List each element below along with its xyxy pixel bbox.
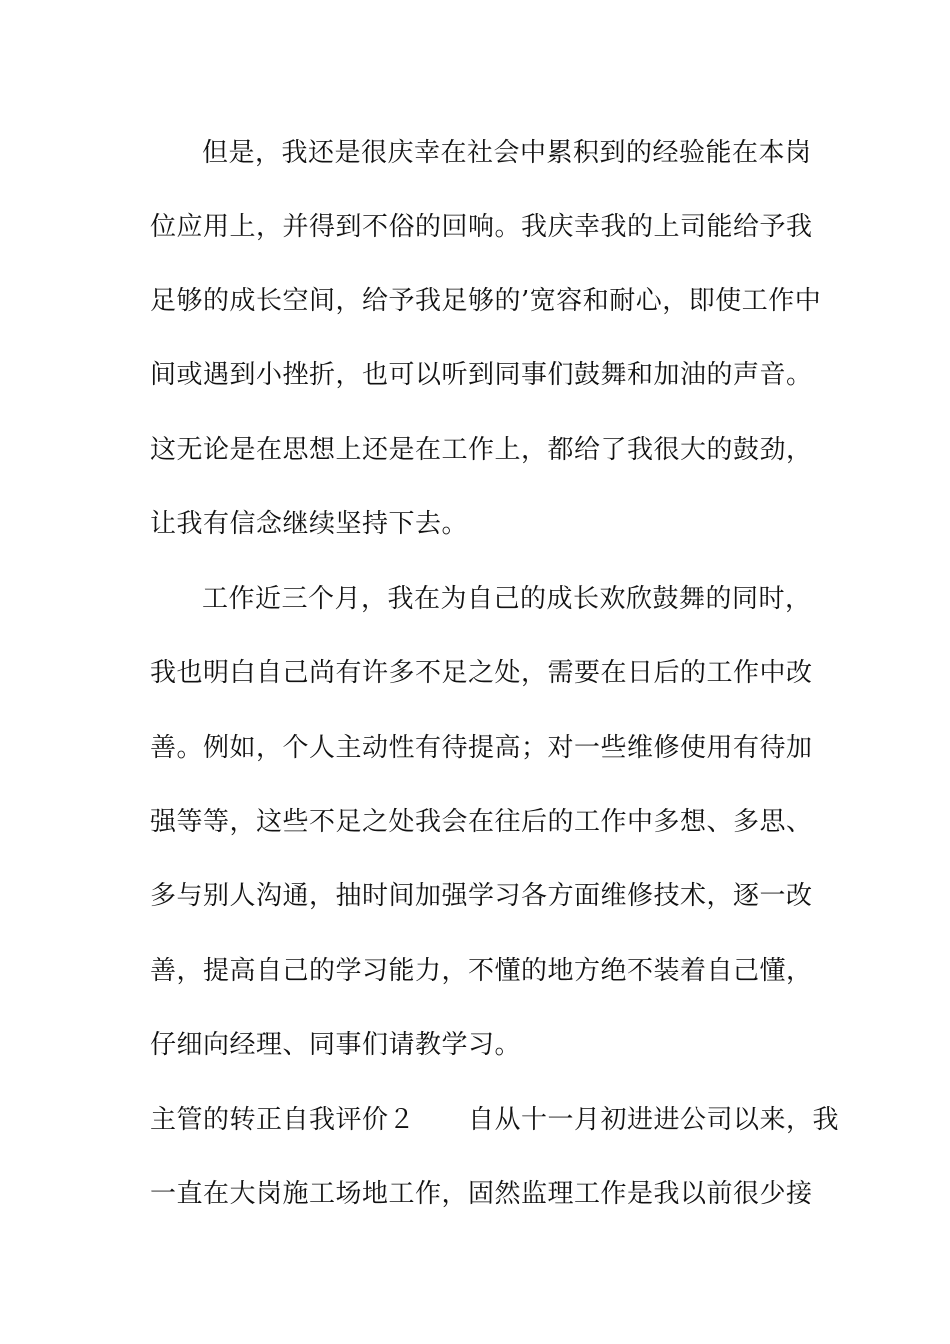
paragraph1-line-3: 足够的成长空间，给予我足够的’宽容和耐心，即使工作中: [150, 286, 822, 316]
paragraph1-line-1: 但是，我还是很庆幸在社会中累积到的经验能在本岗: [202, 138, 812, 168]
paragraph3-line-1: 主管的转正自我评价２ 自从十一月初进进公司以来，我: [150, 1105, 840, 1135]
paragraph2-line-6: 善，提高自己的学习能力，不懂的地方绝不装着自己懂，: [150, 956, 813, 986]
paragraph1-line-4: 间或遇到小挫折，也可以听到同事们鼓舞和加油的声音。: [150, 360, 813, 390]
paragraph2-line-7: 仔细向经理、同事们请教学习。: [150, 1030, 522, 1060]
paragraph2-line-4: 强等等，这些不足之处我会在往后的工作中多想、多思、: [150, 807, 813, 837]
paragraph3-line-2: 一直在大岗施工场地工作，固然监理工作是我以前很少接: [150, 1179, 813, 1209]
paragraph2-line-2: 我也明白自己尚有许多不足之处，需要在日后的工作中改: [150, 658, 813, 688]
paragraph1-line-5: 这无论是在思想上还是在工作上，都给了我很大的鼓劲，: [150, 435, 813, 465]
paragraph1-line-6: 让我有信念继续坚持下去。: [150, 509, 469, 539]
paragraph2-line-1: 工作近三个月，我在为自己的成长欢欣鼓舞的同时，: [202, 584, 812, 614]
paragraph2-line-3: 善。例如，个人主动性有待提高；对一些维修使用有待加: [150, 733, 813, 763]
paragraph1-line-2: 位应用上，并得到不俗的回响。我庆幸我的上司能给予我: [150, 212, 813, 242]
paragraph2-line-5: 多与别人沟通，抽时间加强学习各方面维修技术，逐一改: [150, 881, 813, 911]
